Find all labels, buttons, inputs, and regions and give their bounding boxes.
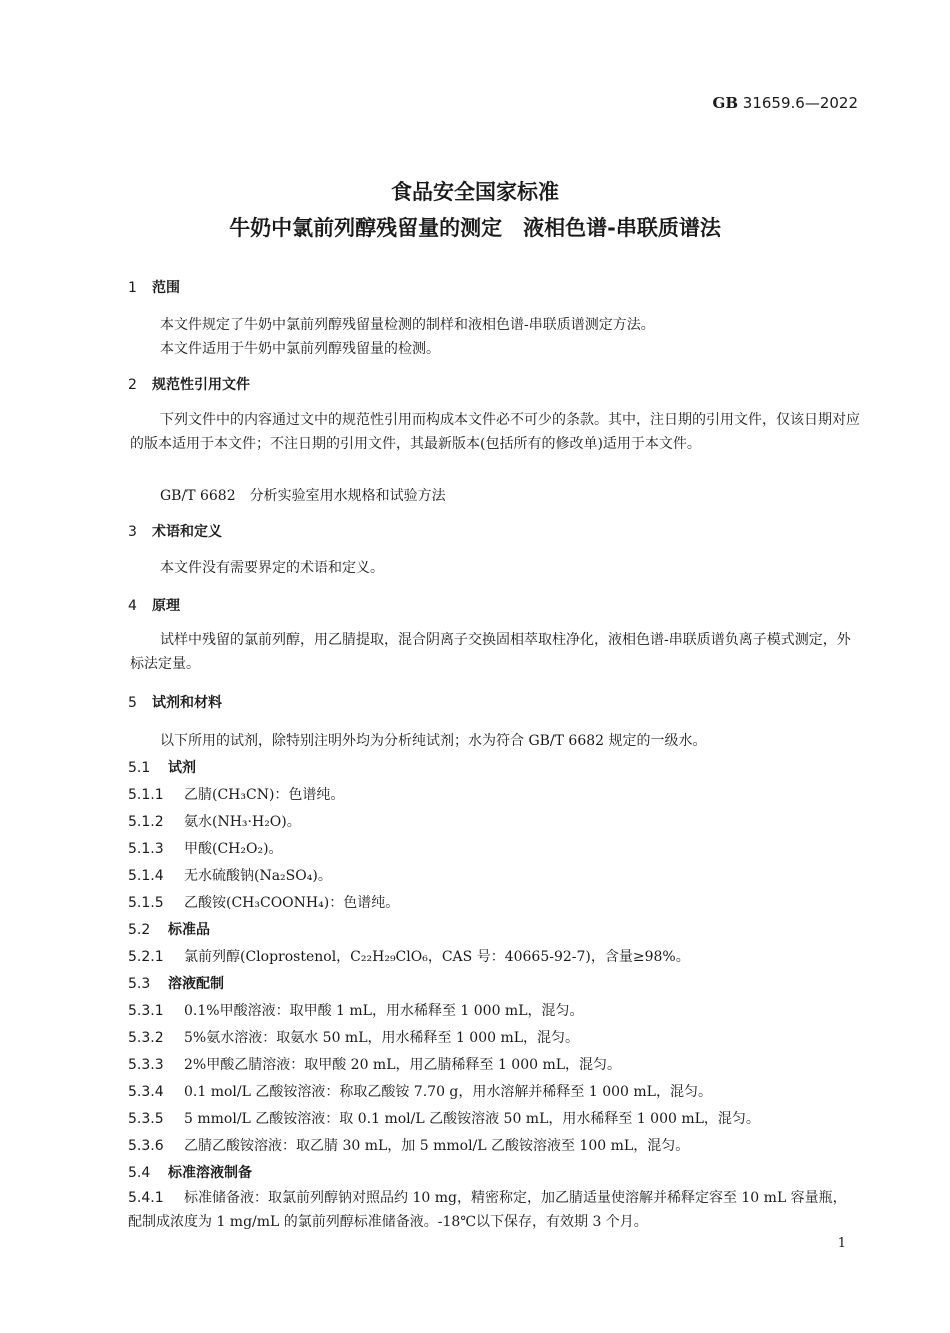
list-item: 5.3.4 0.1 mol/L 乙酸铵溶液：称取乙酸铵 7.70 g，用水溶解并稀释至 1 000 mL，混匀。 [128, 1084, 712, 1100]
list-item: 5.1.1 乙腈(CH₃CN)：色谱纯。 [128, 787, 345, 803]
section-4-para-1: 试样中残留的氯前列醇，用乙腈提取，混合阴离子交换固相萃取柱净化，液相色谱-串联质谱负离子模式测定，外标法定量。 [130, 632, 851, 672]
section-4-heading: 4 原理 [128, 598, 180, 614]
section-1-para-2: 本文件适用于牛奶中氯前列醇残留量的检测。 [160, 341, 440, 357]
list-item: 5.1.4 无水硫酸钠(Na₂SO₄)。 [128, 868, 332, 884]
list-item: 5.1.2 氨水(NH₃·H₂O)。 [128, 814, 301, 830]
item-5-4-1: 5.4.1 标准储备液：取氯前列醇钠对照品约 10 mg，精密称定，加乙腈适量使溶解并稀释定容至 10 mL 容量瓶，配制成浓度为 1 mg/mL 的氯前列醇标准储备液。-18℃以下保存，有效期 3 个月。 [128, 1190, 847, 1230]
subsection-5-2-heading: 5.2 标准品 [128, 922, 210, 938]
section-3-heading: 3 术语和定义 [128, 524, 222, 540]
doc-title-line2: 牛奶中氯前列醇残留量的测定 液相色谱-串联质谱法 [229, 216, 721, 240]
section-5-heading: 5 试剂和材料 [128, 695, 222, 711]
list-item: 5.3.2 5%氨水溶液：取氨水 50 mL，用水稀释至 1 000 mL，混匀。 [128, 1030, 580, 1046]
list-item: 5.2.1 氯前列醇(Cloprostenol，C₂₂H₂₉ClO₆，CAS 号：40665-92-7)，含量≥98%。 [128, 949, 690, 965]
section-1-para-1: 本文件规定了牛奶中氯前列醇残留量检测的制样和液相色谱-串联质谱测定方法。 [160, 317, 655, 333]
subsection-5-4-heading: 5.4 标准溶液制备 [128, 1165, 252, 1181]
standard-number: GB 31659.6—2022 [712, 94, 858, 112]
section-2-reference: GB/T 6682 分析实验室用水规格和试验方法 [160, 488, 446, 504]
subsection-5-1-heading: 5.1 试剂 [128, 760, 196, 776]
list-item: 5.1.3 甲酸(CH₂O₂)。 [128, 841, 283, 857]
page-number: 1 [837, 1236, 846, 1251]
doc-title-line1: 食品安全国家标准 [391, 180, 559, 204]
section-2-heading: 2 规范性引用文件 [128, 377, 250, 393]
list-item: 5.3.6 乙腈乙酸铵溶液：取乙腈 30 mL，加 5 mmol/L 乙酸铵溶液至 100 mL，混匀。 [128, 1138, 690, 1154]
section-3-para-1: 本文件没有需要界定的术语和定义。 [160, 560, 384, 576]
list-item: 5.1.5 乙酸铵(CH₃COONH₄)：色谱纯。 [128, 895, 400, 911]
section-5-para-1: 以下所用的试剂，除特别注明外均为分析纯试剂；水为符合 GB/T 6682 规定的一级水。 [160, 733, 707, 749]
section-1-heading: 1 范围 [128, 280, 180, 296]
list-item: 5.3.5 5 mmol/L 乙酸铵溶液：取 0.1 mol/L 乙酸铵溶液 50 mL，用水稀释至 1 000 mL，混匀。 [128, 1111, 760, 1127]
list-item: 5.3.1 0.1%甲酸溶液：取甲酸 1 mL，用水稀释至 1 000 mL，混匀。 [128, 1003, 584, 1019]
section-2-para-1: 下列文件中的内容通过文中的规范性引用而构成本文件必不可少的条款。其中，注日期的引用文件，仅该日期对应的版本适用于本文件；不注日期的引用文件，其最新版本(包括所有的修改单)适用于本文件。 [130, 412, 860, 452]
subsection-5-3-heading: 5.3 溶液配制 [128, 976, 224, 992]
list-item: 5.3.3 2%甲酸乙腈溶液：取甲酸 20 mL，用乙腈稀释至 1 000 mL，混匀。 [128, 1057, 622, 1073]
